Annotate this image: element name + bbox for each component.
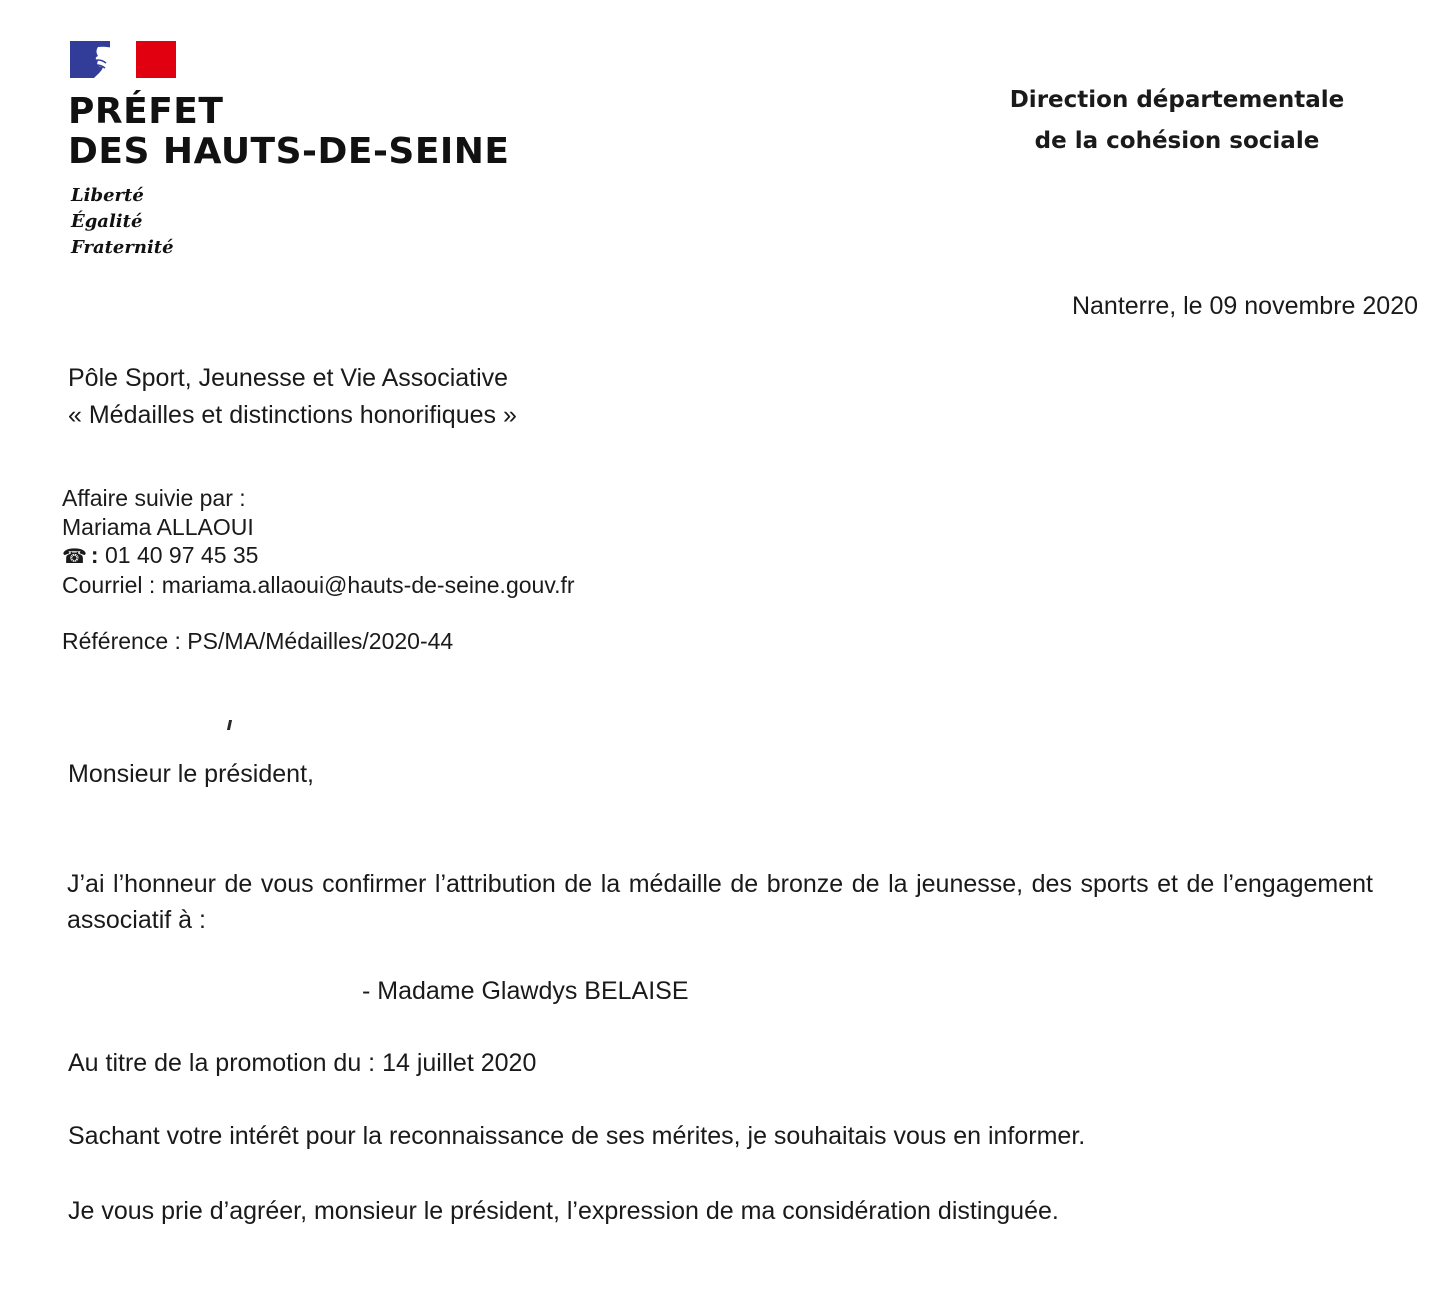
contact-phone: 01 40 97 45 35 — [104, 542, 259, 568]
interest-paragraph: Sachant votre intérêt pour la reconnaissance de ses mérites, je souhaitais vous en informer. — [68, 1122, 1086, 1150]
reference-value: PS/MA/Médailles/2020-44 — [187, 628, 454, 654]
republic-motto — [71, 183, 174, 261]
prefecture-title-line1: PRÉFET — [68, 91, 224, 132]
followed-by-label: Affaire suivie par : — [62, 485, 246, 511]
reference-label: Référence : — [62, 628, 181, 654]
place-date: Nanterre, le 09 novembre 2020 — [1071, 292, 1418, 320]
prefecture-title-line2: DES HAUTS-DE-SEINE — [68, 131, 510, 172]
direction-heading — [1000, 80, 1354, 162]
contact-block — [62, 484, 575, 599]
recipient-line: - Madame Glawdys BELAISE — [362, 977, 689, 1005]
service-subject: « Médailles et distinctions honorifiques » — [68, 401, 517, 429]
flag-red-band — [136, 41, 176, 78]
marianne-tricolor-flag-icon — [70, 41, 176, 78]
closing-formula: Je vous prie d’agréer, monsieur le président, l’expression de ma considération distinguée. — [68, 1197, 1059, 1225]
phone-colon: : — [90, 542, 99, 568]
service-pole: Pôle Sport, Jeunesse et Vie Associative — [68, 364, 509, 392]
promotion-line: Au titre de la promotion du : 14 juillet 2020 — [68, 1049, 537, 1077]
salutation: Monsieur le président, — [68, 760, 314, 788]
contact-phone-line — [62, 541, 575, 571]
motto-fraternite: Fraternité — [71, 237, 174, 258]
contact-email[interactable]: mariama.allaoui@hauts-de-seine.gouv.fr — [161, 571, 575, 598]
motto-egalite: Égalité — [71, 211, 143, 232]
prefecture-title — [68, 92, 510, 172]
contact-email-line — [62, 571, 575, 600]
telephone-icon: ☎ — [62, 544, 87, 568]
confirmation-paragraph: J’ai l’honneur de vous confirmer l’attribution de la médaille de bronze de la jeunesse, des sports et de l’engagement associatif à : — [67, 870, 1373, 934]
direction-line2: de la cohésion sociale — [1034, 128, 1320, 154]
motto-liberte: Liberté — [71, 185, 144, 206]
scan-mark — [227, 720, 232, 730]
contact-name: Mariama ALLAOUI — [62, 513, 254, 540]
direction-line1: Direction départementale — [1009, 87, 1345, 113]
reference-line — [62, 628, 453, 655]
email-label: Courriel : — [62, 571, 156, 598]
service-block — [68, 360, 517, 434]
